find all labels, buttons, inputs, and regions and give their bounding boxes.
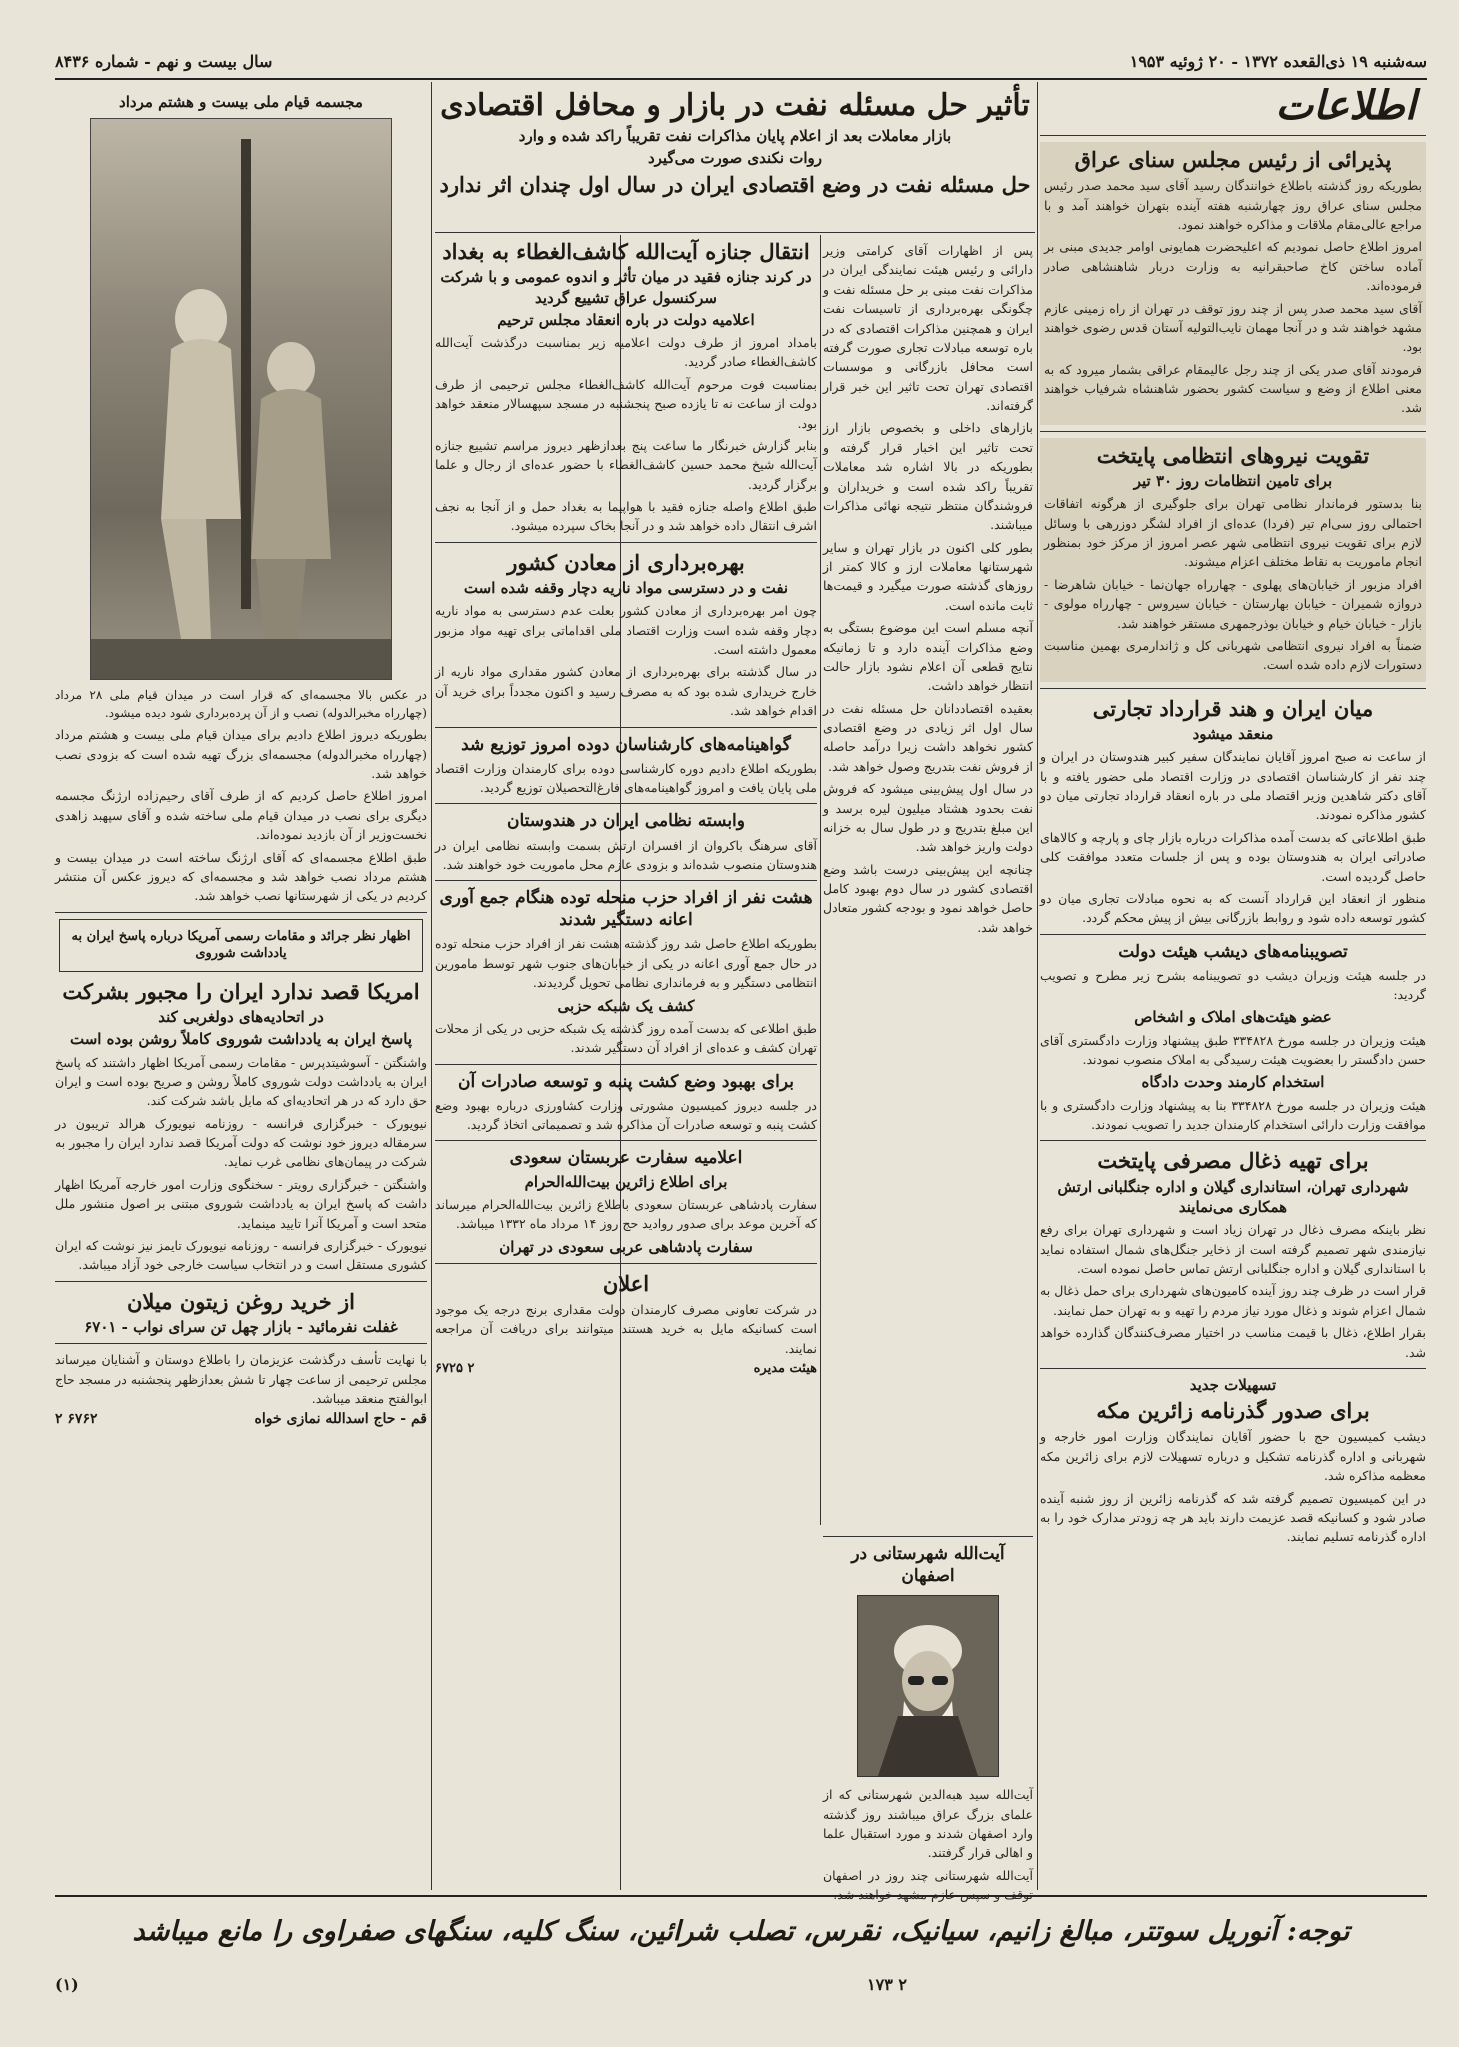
statue-caption-top: مجسمه قیام ملی بیست و هشتم مرداد [119,93,363,111]
funeral-subtitle: در کرند جنازه فقید در میان تأثر و اندوه عمومی و با شرکت سرکنسول عراق تشییع گردید [440,268,812,307]
us-paragraph: واشنگتن - آسوشیتدپرس - مقامات رسمی آمریکا اظهار داشتند که پاسخ ایران به یادداشت دولت شوروی کاملاً روشن و صریح بوده است و ایران حق دارد که در هر اتحادیه‌ای که مایل باشد شرکت کند. [55,1054,427,1109]
main-subheadline-large: حل مسئله نفت در وضع اقتصادی ایران در سال اول چندان اثر ندارد [439,171,1031,197]
divider [1040,1368,1426,1369]
us-paragraph: واشنگتن - خبرگزاری رویتر - سخنگوی وزارت امور خارجه آمریکا اظهار داشت که پاسخ ایران به یادداشت شوروی مبتنی بر اصول منشور ملل متحد است و آمریکا آنرا تایید مینماید. [55,1176,427,1231]
us-title: امریکا قصد ندارد ایران را مجبور بشرکت [62,978,420,1004]
divider [435,542,817,543]
senate-article [1040,142,1426,425]
coal-subtitle: شهرداری تهران، استانداری گیلان و اداره جنگلبانی ارتش همکاری می‌نمایند [1057,1177,1409,1217]
olive-oil-ad-address: غفلت نفرمائید - بازار چهل تن سرای نواب - ۶۷۰۱ [84,1317,398,1336]
trade-paragraph: طبق اطلاعاتی که بدست آمده مذاکرات درباره بازار چای و پارچه و کالاهای صادراتی ایران به هندوستان بوده و پس از جلسات متعدد موافقت کلی حاصل گردیده است. [1040,829,1426,884]
statue-paragraph: طبق اطلاع مجسمه‌ای که آقای ارژنگ ساخته است در میدان بیست و هشتم مرداد نصب خواهد شد و مجسمه‌ای که دیروز عکس آن منتشر کردیم در یکی از شهرستانها نصب خواهد شد. [55,849,427,904]
divider [1040,135,1426,136]
oil-paragraph: بازارهای داخلی و بخصوص بازار ارز تحت تاثیر این اخبار قرار گرفته و بطوریکه در بالا اشاره شد معاملات تقریباً راکد شده است و خریداران و فروشندگان منتظر نتیجه نهائی مذاکرات میباشند. [823,420,1033,533]
notice-title: اعلان [602,1270,650,1296]
center-column [435,238,817,1888]
funeral-paragraph: بامداد امروز از طرف دولت اعلامیه زیر بمناسبت درگذشت آیت‌الله کاشف‌الغطاء صادر گردید. [435,335,817,370]
memorial-notice: با نهایت تأسف درگذشت عزیزمان را باطلاع دوستان و آشنایان میرساند مجلس ترحیمی از ساعت چهار تا شش بعدازظهر پنجشنبه در مسجد حاج ابوالفتح منعقد میباشد. [55,1352,427,1406]
divider [55,1343,427,1344]
oil-paragraph: در سال اول پیش‌بینی میشود که فروش نفت بحدود هشتاد میلیون لیره برسد و این مبلغ بتدریج و در طول سال به خزانه دولت واریز خواهد شد. [823,781,1033,855]
divider [1040,1140,1426,1141]
forces-paragraph: افراد مزبور از خیابان‌های پهلوی - چهارراه جهان‌نما - خیابان شاهرضا - دروازه شمیران - خیابان بهارستان - خیابان سیروس - چهارراه مولوی - بازار - خیابان خیام و خیابان بوذرجمهری مستقر خواهند شد. [1044,576,1422,631]
pilgrims-title: برای صدور گذرنامه زائرین مکه [1096,1398,1370,1424]
footer-line [55,1975,1427,1994]
india-paragraph: آقای سرهنگ باکروان از افسران ارتش بسمت وابسته نظامی ایران در هندوستان منصوب شده‌اند و بزودی عازم محل ماموریت خود خواهند شد. [435,837,817,872]
notice-article [435,1270,817,1376]
cleric-paragraph: آیت‌الله شهرستانی چند روز در اصفهان توقف و سپس عازم مشهد خواهند شد. [823,1867,1033,1903]
statue-paragraph: امروز اطلاع حاصل کردیم که از طرف آقای رحیم‌زاده ارژنگ مجسمه دیگری برای نصب در میدان قیام ملی ساخته شده و آقای سپهبد زاهدی نخست‌وزیر از آن بازدید نموده‌اند. [55,788,427,843]
trade-subtitle: منعقد میشود [1192,725,1274,744]
footer-code: ۲ ۱۷۳ [867,1975,907,1994]
us-subtitle: پاسخ ایران به یادداشت شوروی کاملاً روشن بوده است [69,1030,412,1049]
column-divider [1037,82,1038,1890]
forces-paragraph: ضمناً به افراد نیروی انتظامی شهربانی کل و ژاندارمری بهمین مناسبت دستورات لازم داده شده است. [1044,637,1422,673]
us-subtitle: در اتحادیه‌های دولغربی کند [158,1008,324,1027]
arrest-paragraph: بطوریکه اطلاع حاصل شد روز گذشته هشت نفر از افراد حزب منحله توده در حال جمع آوری اعانه در یکی از خیابان‌های جنوب شهر توسط مامورین انتظامی دستگیر و به فرمانداری نظامی تحویل گردیدند. [435,936,817,991]
oil-paragraph: بطور کلی اکنون در بازار تهران و سایر شهرستانها معاملات ارز و کالا کمتر از روزهای گذشته صورت میگیرد و قیمت‌ها ثابت مانده است. [823,539,1033,613]
oil-paragraph: بعقیده اقتصاددانان حل مسئله نفت در سال اول اثر زیادی در وضع اقتصادی کشور نخواهد داشت زیرا درآمد حاصله از فروش نفت بتدریج وصول خواهد شد. [823,700,1033,774]
divider [435,1140,817,1141]
main-headline-block [435,88,1035,233]
statue-paragraph: بطوریکه دیروز اطلاع دادیم برای میدان قیام ملی بیست و هشتم مرداد (چهارراه مخبرالدوله) مجسمه‌ای بزرگ تهیه شده است که بزودی نصب خواهد شد. [55,727,427,781]
mines-subtitle: نفت و در دسترسی مواد ناریه دچار وقفه شده است [463,579,789,598]
us-paragraph: نیویورک - خبرگزاری فرانسه - روزنامه نیویورک هرالد تریبون در سرمقاله دیروز خود نوشت که دولت آمریکا قصد ندارد ایران را مجبور به شرکت در پیمان‌های نظامی غرب نماید. [55,1115,427,1170]
forces-subtitle: برای تامین انتظامات روز ۳۰ تیر [1133,472,1333,491]
notice-footer [435,1361,817,1376]
right-column [1040,82,1426,1892]
trade-article [1040,695,1426,928]
pilgrims-article [1040,1375,1426,1547]
india-article [435,810,817,874]
us-paragraph: نیویورک - خبرگزاری فرانسه - روزنامه نیویورک تایمز نیز نوشت که ایران کشوری مستقل است و در انتخاب سیاست خارجی خود آزاد میباشد. [55,1237,427,1273]
cotton-article [435,1071,817,1135]
trade-paragraph: منظور از انعقاد این قرارداد آنست که به نحوه مبادلات تجاری میان دو کشور توسعه داده شود و روابط بازرگانی بیش از پیش محکم گردد. [1040,890,1426,926]
funeral-article [435,238,817,536]
divider [435,880,817,881]
india-title: وابسته نظامی ایران در هندوستان [507,811,745,832]
forces-article [1040,438,1426,682]
pilgrims-paragraph: دیشب کمیسیون حج با حضور آقایان نمایندگان وزارت امور خارجه و شهربانی و اداره گذرنامه تشکیل و درباره تسهیلات لازم برای زائرین مکه معظمه مذاکره شد. [1040,1429,1426,1484]
oil-paragraph: آنچه مسلم است این موضوع بستگی به وضع مذاکرات آینده دارد و تا زمانیکه نتایج قطعی آن اعلام نشود بازار حالت انتظار خواهد داشت. [823,620,1033,694]
saudi-article [435,1147,817,1256]
saudi-title: اعلامیه سفارت عربستان سعودی [509,1148,743,1169]
notice-paragraph: در شرکت تعاونی مصرف کارمندان دولت مقداری برنج درجه یک موجود است کسانیکه مایل به خرید هستند میتوانند برای دریافت آن مراجعه نمایند. [435,1302,817,1356]
certs-paragraph: بطوریکه اطلاع دادیم دوره کارشناسی دوده برای کارمندان وزارت اقتصاد ملی پایان یافت و امروز گواهینامه‌های فارغ‌التحصیلان توزیع گردید. [435,760,817,796]
statue-caption: در عکس بالا مجسمه‌ای که قرار است در میدان قیام ملی ۲۸ مرداد (چهارراه مخبرالدوله) نصب و از آن پرده‌برداری شود دیده میشود. [55,688,427,721]
top-rule [55,78,1427,80]
forces-title: تقویت نیروهای انتظامی پایتخت [1096,442,1370,468]
mines-paragraph: چون امر بهره‌برداری از معادن کشور بعلت عدم دسترسی به مواد ناریه دچار وقفه شده است وزارت اقتصاد ملی اقداماتی برای تهیه مواد مزبور معمول داشته است. [435,603,817,658]
issue-number: سال بیست و نهم - شماره ۸۴۳۶ [55,51,273,71]
oil-story-column [823,238,1033,1528]
portrait-icon [858,1596,998,1776]
notice-code: ۲ ۶۷۲۵ [435,1361,475,1377]
cabinet-subhead: عضو هیئت‌های املاک و اشخاص [1134,1008,1332,1027]
oil-paragraph: پس از اظهارات آقای کرامتی وزیر دارائی و رئیس هیئت نمایندگی ایران در مذاکرات نفت مبنی بر حل مسئله نفت و چگونگی بهره‌برداری از تاسیسات نفت ایران و همچنین مذاکرات اقتصادی که در باره توسعه مبادلات تجاری صورت گرفته است محافل بازرگانی و موسسات اقتصادی تهران تحت تاثیر این خبر قرار گرفته‌اند. [823,243,1033,413]
cabinet-title: تصویبنامه‌های دیشب هیئت دولت [1118,941,1348,962]
coal-paragraph: بقرار اطلاع، ذغال با قیمت مناسب در اختیار مصرف‌کنندگان گذارده خواهد شد. [1040,1325,1426,1360]
coal-paragraph: نظر باینکه مصرف ذغال در تهران زیاد است و شهرداری تهران برای رفع نیازمندی شهر تصمیم گرفته است از ذخایر جنگل‌های شمال استفاده نماید با استانداری گیلان و اداره جنگلبانی ارتش تماس حاصل نموده است. [1040,1222,1426,1277]
divider [435,1064,817,1065]
page-number: (۱) [55,1975,79,1994]
funeral-paragraph: بنابر گزارش خبرنگار ما ساعت پنج بعدازظهر دیروز مراسم تشییع جنازه آیت‌الله شیخ محمد حسین کاشف‌الغطاء با حضور عده‌ای از رجال و علما برگزار گردید. [435,437,817,492]
saudi-subtitle: برای اطلاع زائرین بیت‌الله‌الحرام [524,1172,728,1191]
senate-paragraph: آقای سید محمد صدر پس از چند روز توقف در تهران از راه زمینی عازم مشهد خواهند شد و در آنجا مهمان نایب‌التولیه آستان قدس رضوی خواهند بود. [1044,300,1422,355]
divider [1040,934,1426,935]
coal-article [1040,1147,1426,1361]
memorial-code: ۶۷۶۲ ۲ [55,1411,98,1428]
memorial-signature: قم - حاج اسدالله نمازی خواه [254,1411,427,1428]
senate-paragraph: فرمودند آقای صدر یکی از چند رجل عالیمقام عراقی بشمار میرود که به معنی اطلاع از وضع و سیاست کشور بحضور شاهنشاه شرفیاب خواهند شد. [1044,361,1422,416]
divider [435,232,1035,233]
senate-paragraph: امروز اطلاع حاصل نمودیم که اعلیحضرت همایونی اوامر جدیدی مبنی بر آماده ساختن کاخ صاحبقرانیه به وزارت دربار شاهنشاهی صادر فرموده‌اند. [1044,239,1422,294]
notice-signature: هیئت مدیره [753,1361,817,1377]
newspaper-logo: اطلاعات [1275,82,1416,129]
statue-photo [90,118,392,680]
oil-paragraph: چنانچه این پیش‌بینی درست باشد وضع اقتصادی کشور در سال دوم بهبود کامل حاصل خواهد نمود و بودجه کشور متعادل خواهد شد. [823,861,1033,935]
coal-paragraph: قرار است در ظرف چند روز آینده کامیون‌های شهرداری برای حمل ذغال به شمال اعزام شوند و ذغال مورد نیاز مردم را تهیه و به تهران حمل نمایند. [1040,1283,1426,1318]
issue-date: سه‌شنبه ۱۹ ذی‌القعده ۱۳۷۲ - ۲۰ ژوئیه ۱۹۵۳ [1129,51,1427,71]
us-kicker-box [59,919,423,972]
divider [1040,688,1426,689]
pilgrims-kicker: تسهیلات جدید [1189,1375,1277,1394]
main-subheadline: بازار معاملات بعد از اعلام پایان مذاکرات نفت تقریباً راکد شده و وارد [518,127,952,145]
left-column [55,90,427,1890]
divider [1040,431,1426,432]
senate-title: پذیرائی از رئیس مجلس سنای عراق [1074,147,1392,172]
cabinet-paragraph: در جلسه هیئت وزیران دیشب دو تصویبنامه بشرح زیر مطرح و تصویب گردید: [1040,967,1426,1003]
olive-oil-ad-title: از خرید روغن زیتون میلان [126,1288,356,1314]
footer-banner: توجه: آنوریل سوتتر، مبالغ زانیم، سیانیک، نقرس، تصلب شرائین، سنگ کلیه، سنگهای صفراوی را مانع میباشد [55,1895,1427,1967]
cotton-title: برای بهبود وضع کشت پنبه و توسعه صادرات آن [458,1071,794,1092]
cleric-article [823,1530,1033,1903]
column-divider [431,82,432,1890]
cell-paragraph: طبق اطلاعی که بدست آمده روز گذشته یک شبکه حزبی در یکی از محلات تهران کشف و عده‌ای از افراد آن دستگیر شدند. [435,1020,817,1056]
senate-paragraph: بطوریکه روز گذشته باطلاع خوانندگان رسید آقای سید محمد صدر رئیس مجلس سنای عراق روز چهارشنبه هفته آینده بتهران خواهند آمد و با مراجع عالی‌مقام ملاقات و مذاکره خواهند نمود. [1044,178,1422,233]
main-subheadline: روات نکندی صورت می‌گیرد [647,149,823,168]
arrest-article [435,887,817,1057]
us-kicker: اظهار نظر جرائد و مقامات رسمی آمریکا درباره پاسخ ایران به یادداشت شوروی [71,928,411,962]
certs-title: گواهینامه‌های کارشناسان دوده امروز توزیع شد [461,734,791,755]
pilgrims-paragraph: در این کمیسیون تصمیم گرفته شد که گذرنامه زائرین از روز شنبه آینده صادر شود و کسانیکه قصد عزیمت دارند باید هر چه زودتر مدارک خود را به اداره گذرنامه تسلیم نمایند. [1040,1490,1426,1545]
cotton-paragraph: در جلسه دیروز کمیسیون مشورتی وزارت کشاورزی درباره بهبود وضع کشت پنبه و توسعه صادرات آن مذاکره شد و تصمیماتی اتخاذ گردید. [435,1097,817,1133]
funeral-subtitle: اعلامیه دولت در باره انعقاد مجلس ترحیم [497,310,755,329]
divider [435,1263,817,1264]
cell-title: کشف یک شبکه حزبی [557,996,695,1015]
mines-paragraph: در سال گذشته برای بهره‌برداری از معادن کشور مقداری مواد ناریه از خارج خریداری شده بود که به مصرف رسید و اکنون مجدداً برای خرید آن اقدام خواهد شد. [435,664,817,719]
cabinet-paragraph: هیئت وزیران در جلسه مورخ ۳۳۴۸۲۸ طبق پیشنهاد وزارت دادگستری آقای حسن دادگستر را بعضویت هیئت رسیدگی به املاک منصوب نمودند. [1040,1032,1426,1068]
divider [55,912,427,913]
memorial-footer [55,1411,427,1427]
cleric-title: آیت‌الله شهرستانی در اصفهان [851,1544,1005,1587]
saudi-paragraph: سفارت پادشاهی عربستان سعودی باطلاع زائرین بیت‌الله‌الحرام میرساند که آخرین موعد برای صدور روادید حج روز ۱۴ مرداد ماه ۱۳۳۲ میباشد. [435,1196,817,1232]
certs-article [435,734,817,798]
trade-paragraph: از ساعت نه صبح امروز آقایان نمایندگان سفیر کبیر هندوستان در ایران و چند نفر از کارشناسان اقتصادی در وزارت اقتصاد ملی حضور یافته و با آقای دکتر شاهدین وزیر اقتصاد ملی در باره انعقاد قرارداد تجارتی میان دو کشور مذاکره نمودند. [1040,749,1426,823]
saudi-signature: سفارت پادشاهی عربی سعودی در تهران [499,1237,753,1256]
divider [435,727,817,728]
column-divider [820,235,821,1525]
coal-title: برای تهیه ذغال مصرفی پایتخت [1097,1148,1369,1174]
forces-paragraph: بنا بدستور فرماندار نظامی تهران برای جلوگیری از هرگونه اتفاقات احتمالی روز سی‌ام تیر (فردا) عده‌ای از افراد لشگر دوزرهی با وسائل لازم برای تقویت نیروی انتظامی شهر عصر امروز از مرکز خود بمنظور انجام ماموریت به نقاط مختلف اعزام میشوند. [1044,496,1422,570]
mines-article [435,549,817,721]
cabinet-paragraph: هیئت وزیران در جلسه مورخ ۳۳۴۸۲۸ بنا به پیشنهاد وزارت دادگستری و با موافقت وزارت دارائی استخدام کارمندان جدید را تصویب نمودند. [1040,1097,1426,1133]
funeral-title: انتقال جنازه آیت‌الله کاشف‌الغطاء به بغداد [442,239,810,264]
masthead [55,50,1427,72]
funeral-paragraph: بمناسبت فوت مرحوم آیت‌الله کاشف‌الغطاء مجلس ترحیمی از طرف دولت از ساعت نه تا یازده صبح پنجشنبه در مسجد سپهسالار منعقد خواهد بود. [435,376,817,431]
mines-title: بهره‌برداری از معادن کشور [507,549,745,575]
statue-icon [91,119,391,679]
arrest-title: هشت نفر از افراد حزب منحله توده هنگام جمع آوری اعانه دستگیر شدند [439,888,813,931]
cabinet-subhead: استخدام کارمند وحدت دادگاه [1141,1073,1325,1092]
cleric-paragraph: آیت‌الله سید هبه‌الدین شهرستانی که از علمای بزرگ عراق میباشند روز گذشته وارد اصفهان شدند و مورد استقبال علما و اهالی قرار گرفتند. [823,1787,1033,1861]
divider [55,1281,427,1282]
cleric-portrait [857,1595,999,1777]
divider [823,1536,1033,1537]
main-headline: تأثیر حل مسئله نفت در بازار و محافل اقتصادی [440,88,1030,123]
divider [435,803,817,804]
trade-title: میان ایران و هند قرارداد تجارتی [1092,695,1374,721]
cabinet-article [1040,941,1426,1135]
olive-oil-ad [55,1288,427,1338]
funeral-paragraph: طبق اطلاع واصله جنازه فقید با هواپیما به بغداد حمل و از آنجا به نجف اشرف انتقال داده خواهد شد و در آنجا بخاک سپرده میشود. [435,499,817,534]
